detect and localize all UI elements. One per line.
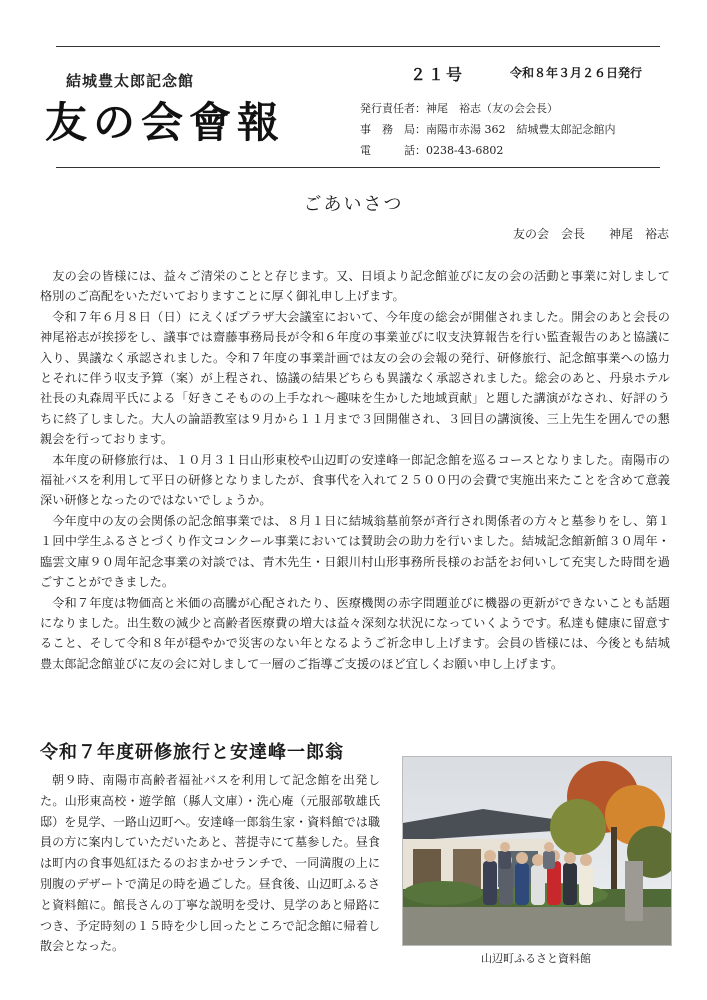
trip-section-body: 朝９時、南陽市高齢者福祉バスを利用して記念館を出発した。山形東高校・遊学館（縣人文庫）・洗心庵（元服部敬雄氏邸）を見学、一路山辺町へ。安達峰一郎翁生家・資料館では職員の方に案内していただいたあと、菩提寺にて墓参した。昼食は町内の食事処紅ほたるのおまかせランチで、一同満腹の上に別腹のデザートで満足の時を過ごした。昼食後、山辺町ふるさと資料館に。館長さんの丁寧な説明を受け、見学のあと帰路につき、予定時刻の１５時を少し回ったところで記念館に帰着し散会となった。	[40, 773, 380, 954]
group-photo-illustration	[403, 757, 671, 945]
greeting-paragraph-5: 令和７年度は物価高と米価の高騰が心配されたり、医療機関の赤字問題並びに機器の更新ができないことも話題になりました。出生数の減少と高齢者医療費の増大は益々深刻な状況になっていくようです。私達も健康に留意すること、そして令和８年が穏やかで災害のない年となるようご祈念申し上げます。会員の皆様には、今後とも結城豊太郎記念館並びに友の会に対しまして一層のご指導ご支援のほど宜しくお願い申し上げます。	[40, 595, 670, 671]
publisher-info: 発行責任者：神尾 裕志（友の会会長）	[360, 102, 558, 115]
greeting-paragraph-3: 本年度の研修旅行は、１０月３１日山形東校や山辺町の安達峰一郎記念館を巡るコースとなりました。南陽市の福祉バスを利用して平日の研修となりましたが、食事代を入れて２５００円の会費で実施出来たことを含めて意義深い研修となったのではないでしょうか。	[40, 452, 670, 508]
photo-caption: 山辺町ふるさと資料館	[481, 952, 591, 965]
issue-number: ２１号	[410, 65, 465, 84]
greeting-paragraph-2: 令和７年６月８日（日）にえくぼプラザ大会議室において、今年度の総会が開催されました。開会のあと会長の神尾裕志が挨拶をし、議事では齋藤事務局長が令和６年度の事業並びに収支決算報告を行い監査報告のあと協議に入り、異議なく承認されました。令和７年度の事業計画では友の会の会報の発行、研修旅行、記念館事業への協力とそれに伴う収支予算（案）が上程され、協議の結果どちらも異議なく承認されました。総会のあと、丹泉ホテル社長の丸森周平氏による「好きこそものの上手なれ～趣味を生かした地域貢献」と題した講演がなされ、好評のうちに終了しました。大人の論語教室は９月から１１月まで３回開催され、３回目の講演後、三上先生を囲んでの懇親会を行っております。	[40, 309, 670, 447]
org-name: 結城豊太郎記念館	[66, 72, 195, 90]
header-top-rule	[56, 46, 660, 47]
newsletter-title: 友の会會報	[45, 98, 286, 147]
greeting-title: ごあいさつ	[303, 194, 404, 215]
phone-info: 電 話：0238-43-6802	[360, 144, 504, 157]
trip-section-title: 令和７年度研修旅行と安達峰一郎翁	[40, 742, 344, 763]
header-bottom-rule	[56, 167, 660, 168]
greeting-paragraph-1: 友の会の皆様には、益々ご清栄のことと存じます。又、日頃より記念館並びに友の会の活動と事業に対しまして格別のご高配をいただいておりますことに厚く御礼申し上げます。	[40, 269, 670, 304]
office-info: 事 務 局：南陽市赤湯 362 結城豊太郎記念館内	[360, 123, 616, 136]
greeting-paragraph-4: 今年度中の友の会関係の記念館事業では、８月１日に結城翁墓前祭が斉行され関係者の方々と墓参りをし、第１１回中学生ふるさとづくり作文コンクール事業においては賛助会の助力を行いました。結城記念館新館３０周年・臨雲文庫９０周年記念事業の対談では、青木先生・日銀川村山形事務所長様のお話をお伺いして充実した時間を過ごすことができました。	[40, 513, 670, 590]
greeting-author: 友の会 会長 神尾 裕志	[512, 227, 669, 241]
group-photo	[402, 756, 672, 946]
issue-date: 令和８年３月２６日発行	[510, 66, 643, 80]
greeting-body	[40, 266, 670, 674]
